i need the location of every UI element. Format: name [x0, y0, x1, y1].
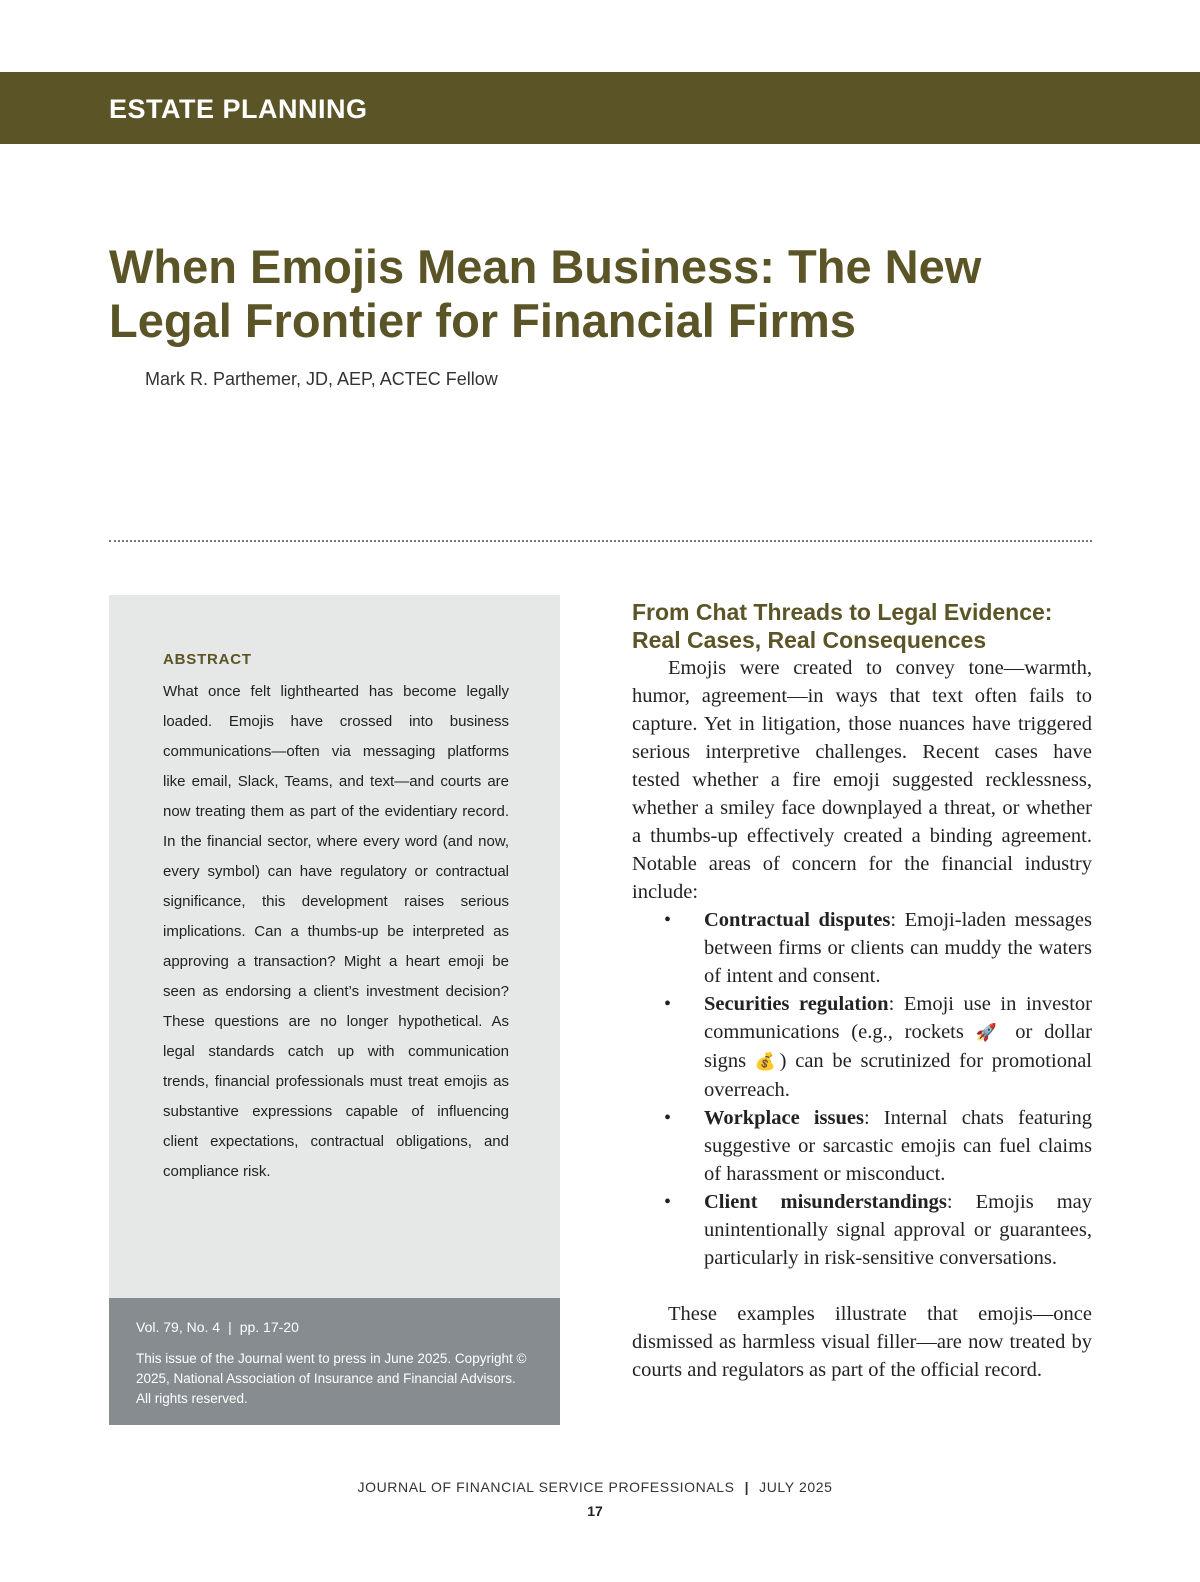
journal-name: JOURNAL OF FINANCIAL SERVICE PROFESSIONALS [357, 1479, 735, 1495]
body-copy [632, 654, 1092, 1384]
list-item [632, 1188, 1092, 1272]
volume-separator: | [228, 1319, 232, 1335]
list-item [632, 906, 1092, 990]
section-label: ESTATE PLANNING [109, 94, 368, 124]
issue-date: JULY 2025 [759, 1479, 833, 1495]
abstract-text: What once felt lighthearted has become legally loaded. Emojis have crossed into business communications—often via messaging platforms like email, Slack, Teams, and text—and courts are now treating them as part of the evidentiary record. In the financial sector, where every word (and now, every symbol) can have regulatory or contractual significance, this development raises serious implications. Can a thumbs-up be interpreted as approving a transaction? Might a heart emoji be seen as endorsing a client’s investment decision? These questions are no longer hypothetical. As legal standards catch up with communication trends, financial professionals must treat emojis as substantive expressions capable of influencing client expectations, contractual obligations, and compliance risk. [163, 683, 509, 1180]
bullet-text: : Emojis may unintentionally signal approval or guarantees, particularly in risk-sensitive conversations. [704, 1191, 1093, 1269]
money-bag-icon: 💰 [754, 1052, 780, 1071]
bullet-icon: • [664, 909, 672, 931]
abstract-heading: ABSTRACT [163, 651, 252, 668]
bullet-term: Contractual disputes [704, 909, 891, 931]
section-heading-line: Real Cases, Real Consequences [632, 627, 987, 653]
press-note: This issue of the Journal went to press in June 2025. Copyright © 2025, National Association of Insurance and Financial Advisors. All rights reserved. [136, 1351, 527, 1406]
bullet-text: : Emoji-laden messages between firms or clients can muddy the waters of intent and consent. [704, 909, 1093, 987]
footer-separator: | [744, 1479, 750, 1495]
bullet-text: or dollar signs [704, 1021, 1092, 1072]
article-title [109, 240, 1089, 348]
bullet-text: : Internal chats featuring suggestive or sarcastic emojis can fuel claims of harassment or misconduct. [704, 1107, 1092, 1185]
bullet-icon: • [664, 1107, 672, 1129]
volume-line [136, 1319, 299, 1335]
bullet-term: Workplace issues [704, 1107, 864, 1129]
article-title-line: When Emojis Mean Business: The New [109, 240, 982, 293]
intro-paragraph: Emojis were created to convey tone—warmth, humor, agreement—in ways that text often fails to capture. Yet in litigation, those nuances have triggered serious interpretive challenges. Recent cases have tested whether a fire emoji suggested recklessness, whether a smiley face downplayed a threat, or whether a thumbs-up effectively created a binding agreement. Notable areas of concern for the financial industry include: [632, 657, 1092, 903]
article-title-line: Legal Frontier for Financial Firms [109, 294, 856, 347]
bullet-text: : Emoji use in investor communications (e.g., rockets [704, 993, 1092, 1043]
section-heading [632, 598, 1092, 654]
bullet-icon: • [664, 1191, 672, 1213]
footer-journal-line [0, 1479, 1190, 1495]
list-item [632, 990, 1092, 1104]
bullet-icon: • [664, 993, 672, 1015]
rocket-icon: 🚀 [975, 1023, 1004, 1042]
page-number: 17 [587, 1503, 603, 1519]
bullet-term: Securities regulation [704, 993, 889, 1015]
list-item [632, 1104, 1092, 1188]
concern-list [632, 906, 1092, 1272]
page-range: pp. 17-20 [239, 1319, 299, 1335]
bullet-term: Client misunderstandings [704, 1191, 947, 1213]
bullet-text: ) can be scrutinized for promotional overreach. [704, 1050, 1092, 1101]
dotted-divider [109, 540, 1092, 542]
closing-paragraph: These examples illustrate that emojis—once dismissed as harmless visual filler—are now treated by courts and regulators as part of the official record. [632, 1303, 1092, 1381]
section-heading-line: From Chat Threads to Legal Evidence: [632, 599, 1053, 625]
author-byline: Mark R. Parthemer, JD, AEP, ACTEC Fellow [145, 369, 498, 389]
volume-number: Vol. 79, No. 4 [136, 1319, 221, 1335]
